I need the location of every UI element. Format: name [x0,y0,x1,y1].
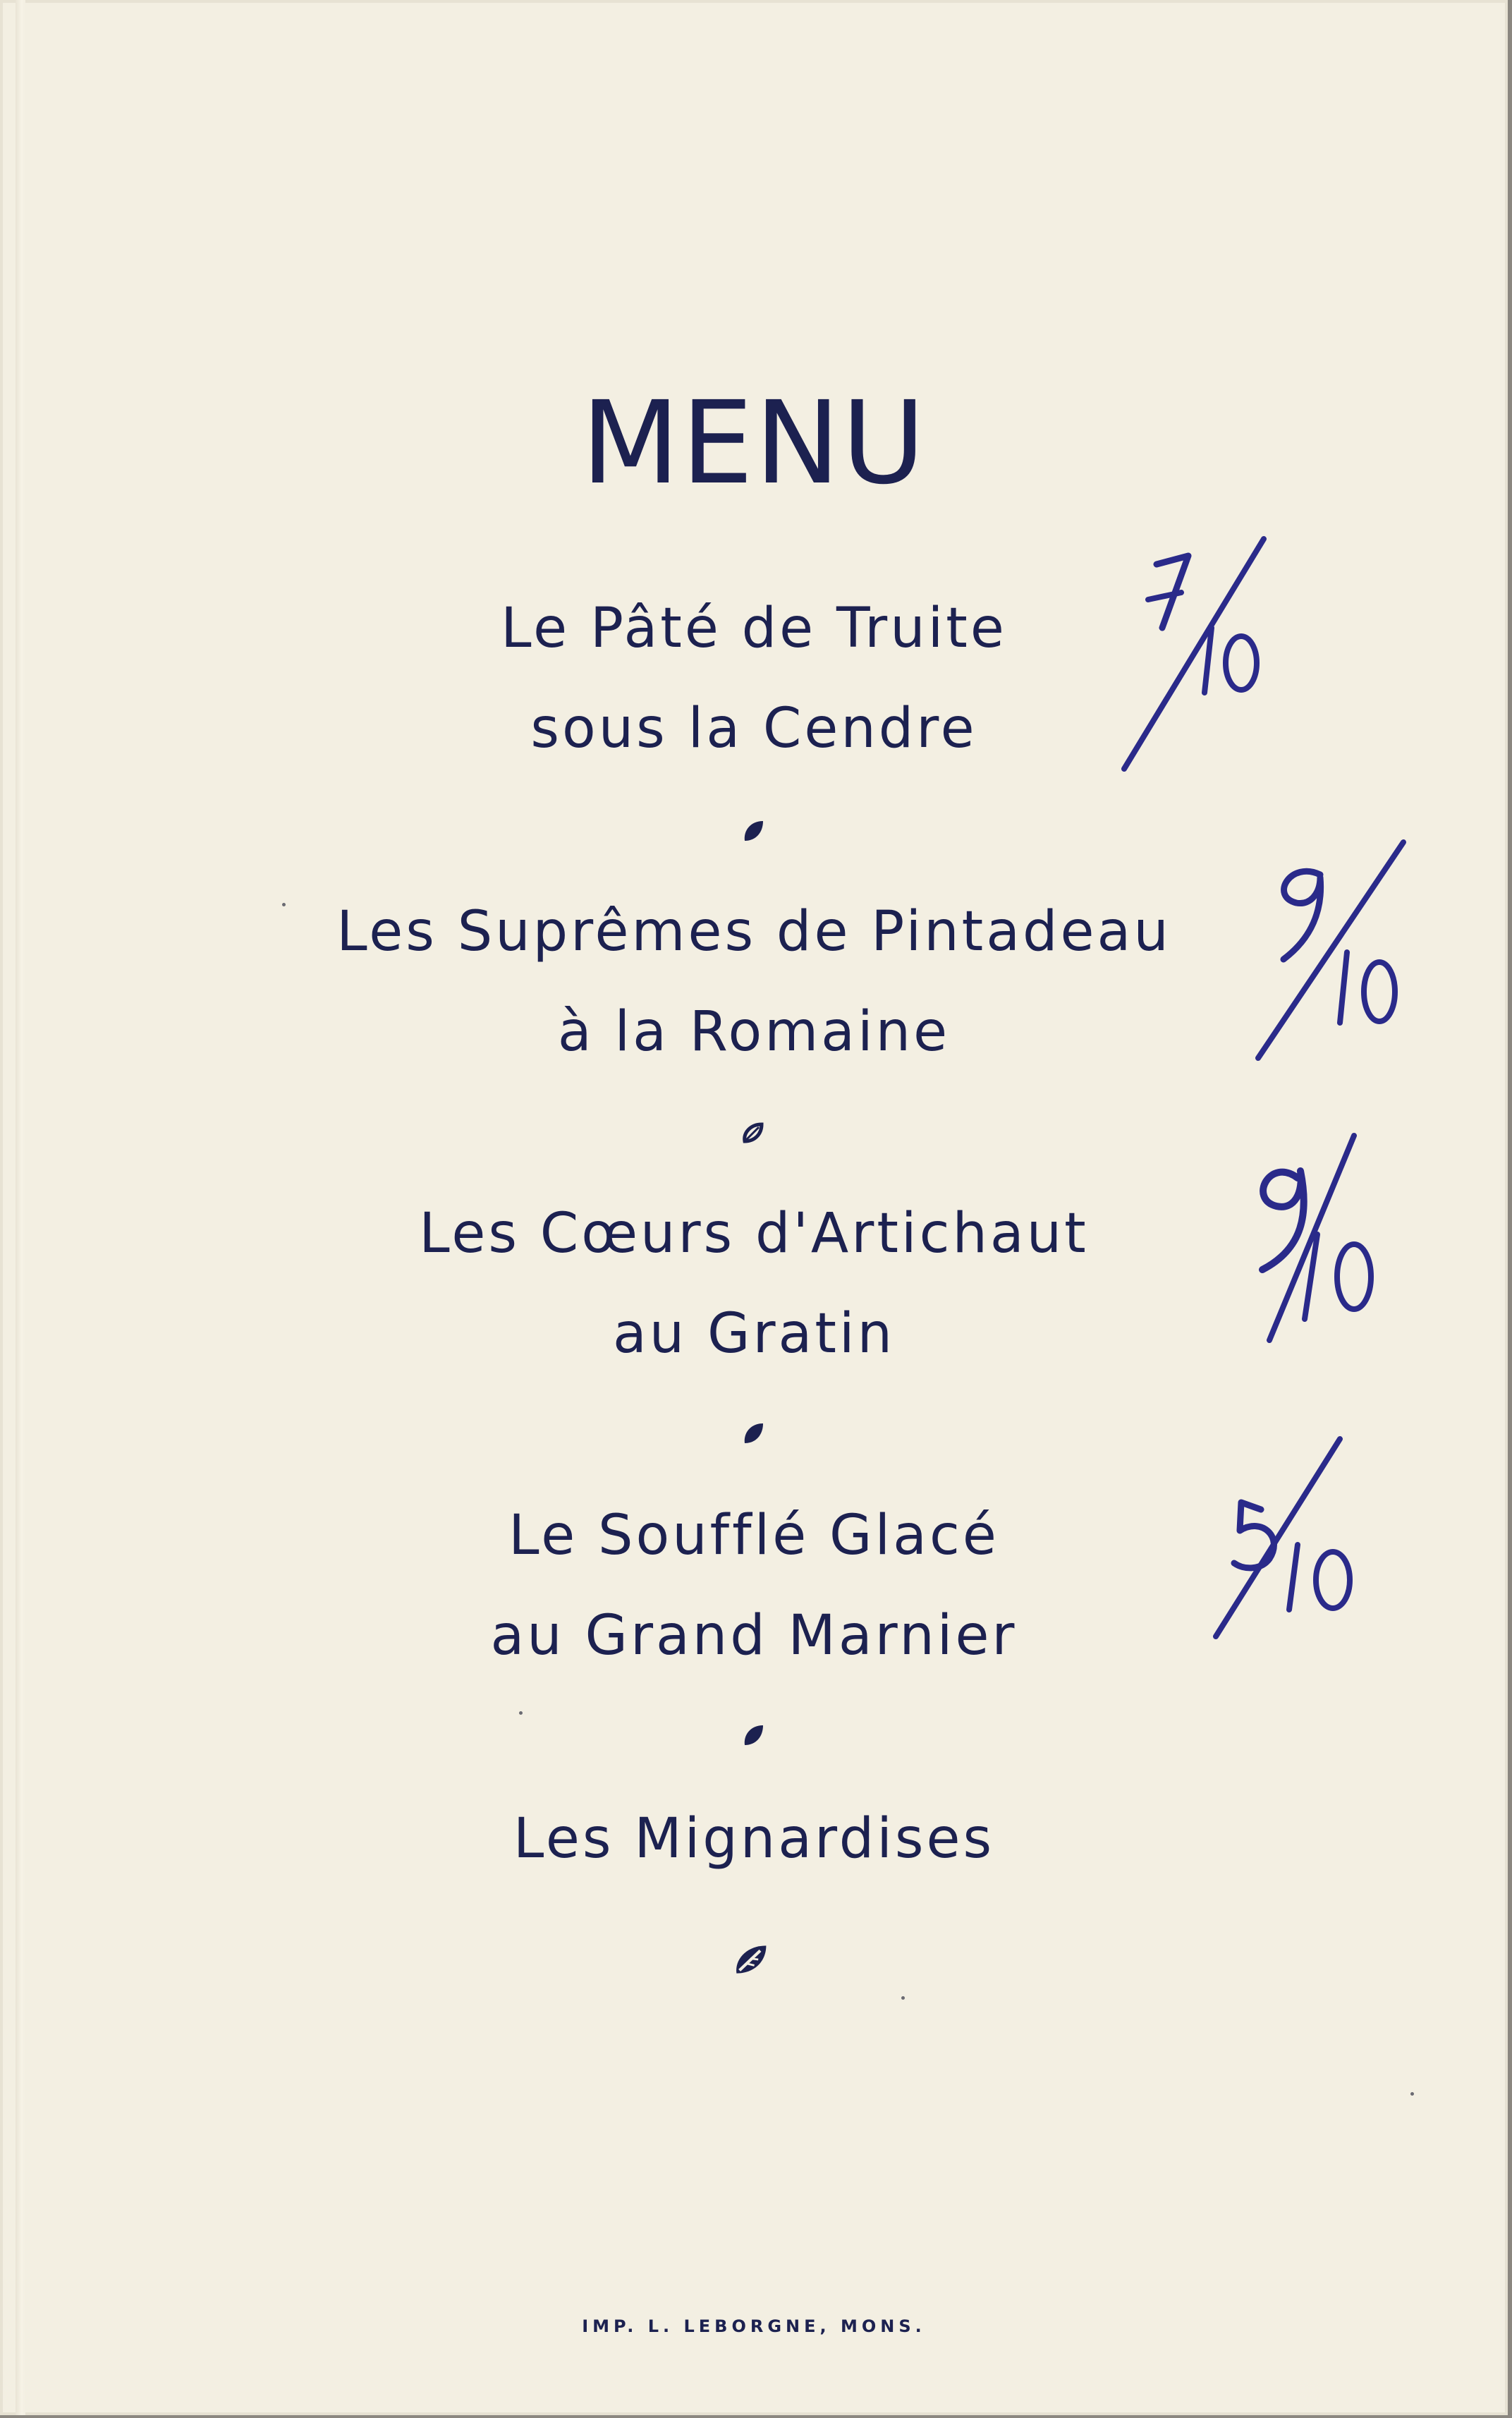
leaf-icon [739,1721,767,1749]
dish-1-line-2: sous la Cendre [530,697,977,760]
leaf-icon [739,1119,767,1147]
dish-1-line-1: Le Pâté de Truite [501,597,1007,660]
dish-3-line-2: au Gratin [612,1302,896,1366]
handwritten-score-1 [1107,522,1291,783]
menu-title: MENU [581,377,927,510]
handwritten-score-2 [1241,832,1425,1072]
dish-5 [0,1789,1508,1889]
dish-4-line-1: Le Soufflé Glacé [508,1504,999,1567]
handwritten-score-4 [1199,1425,1382,1651]
paper-speck [282,903,286,906]
leaf-icon [731,1940,770,1979]
printer-imprint: IMP. L. LEBORGNE, MONS. [582,2316,926,2336]
dish-3-line-1: Les Cœurs d'Artichaut [419,1202,1089,1265]
dish-2-line-2: à la Romaine [557,1000,951,1064]
paper-speck [1410,2092,1414,2096]
dish-4-line-2: au Grand Marnier [490,1604,1018,1667]
paper-speck [519,1711,523,1715]
dish-2-line-1: Les Suprêmes de Pintadeau [336,900,1171,964]
handwritten-score-3 [1227,1129,1410,1361]
leaf-icon [739,817,767,845]
dish-5-line-1: Les Mignardises [513,1807,995,1871]
paper-speck [901,1996,905,2000]
leaf-icon [739,1419,767,1447]
